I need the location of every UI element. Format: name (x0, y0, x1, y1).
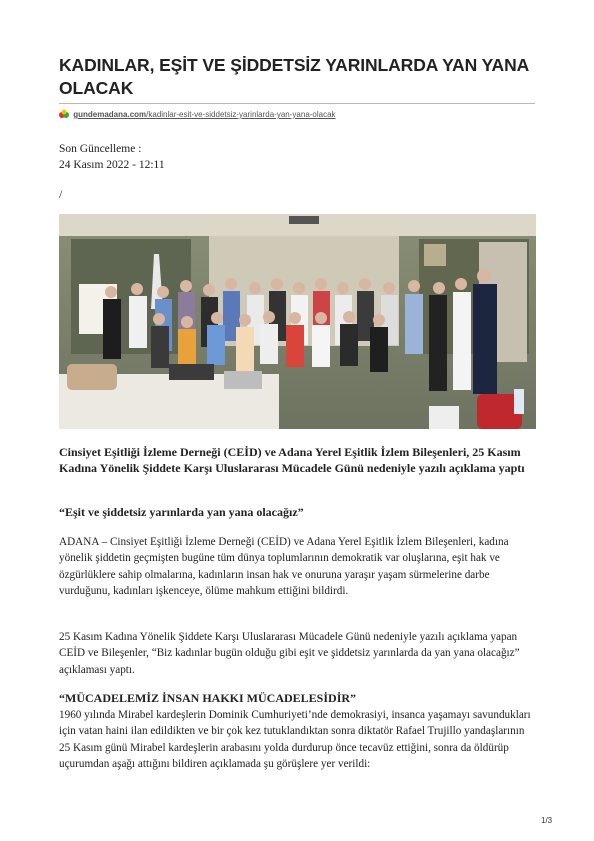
article-paragraph-3: 1960 yılında Mirabel kardeşlerin Dominik Cumhuriyeti’nde demokrasiyi, insanca yaşamayı savundukları için vatan haini ilan edildikten ve bir çok kez tutuklandıktan sonra diktatör Rafael Trujillo yandaşlarının 25 Kasım günü Mirabel kardeşlerin arabasını yolda durdurup önce tecavüz ettiğini, sonra da öldürüp uçurumdan aşağı attığını bildiren açıklamada şu görüşlere yer verildi: (59, 709, 531, 770)
article-lead: Cinsiyet Eşitliği İzleme Derneği (CEİD) ve Adana Yerel Eşitlik İzlem Bileşenleri, 25 Kasım Kadına Yönelik Şiddete Karşı Uluslararası Mücadele Günü nedeniyle yazılı açıklama yaptı (59, 445, 525, 476)
slash-separator: / (59, 187, 63, 201)
update-date: 24 Kasım 2022 - 12:11 (59, 159, 165, 171)
group-photo (59, 214, 536, 429)
page-number: 1/3 (541, 816, 553, 825)
article-quote: “Eşit ve şiddetsiz yarınlarda yan yana olacağız” (59, 505, 304, 519)
source-line (59, 109, 336, 121)
source-path: /kadinlar-esit-ve-siddetsiz-yarinlarda-yan-yana-olacak (146, 110, 336, 119)
article-title: KADINLAR, EŞİT VE ŞİDDETSİZ YARINLARDA YAN YANA OLACAK (59, 55, 529, 98)
site-favicon-icon (59, 109, 69, 119)
article-paragraph-1: ADANA – Cinsiyet Eşitliği İzleme Derneği (CEİD) ve Adana Yerel Eşitlik İzlem Bileşenleri, kadına yönelik şiddetin geçmişten bugüne tüm dünya toplumlarının demokratik var oluşlarına, eşit hak ve özgürlüklere sahip olmalarına, kadınların insan hak ve onuruna yaraşır yaşam sürmelerine darbe vurduğunu, kadınları işkenceye, ölüme mahkum ettiğini bildirdi. (59, 536, 509, 597)
title-divider (59, 103, 535, 104)
update-label: Son Güncelleme : (59, 143, 142, 155)
article-paragraph-2: 25 Kasım Kadına Yönelik Şiddete Karşı Uluslararası Mücadele Günü nedeniyle yazılı açıklama yapan CEİD ve Bileşenler, “Biz kadınlar bugün olduğu gibi eşit ve şiddetsiz yarınlarda da yan yana olacağız” açıklaması yaptı. (59, 631, 520, 676)
source-domain: gundemadana.com (73, 110, 147, 119)
article-subheading: “MÜCADELEMİZ İNSAN HAKKI MÜCADELESİDİR” (59, 691, 357, 705)
source-link[interactable] (73, 110, 335, 119)
